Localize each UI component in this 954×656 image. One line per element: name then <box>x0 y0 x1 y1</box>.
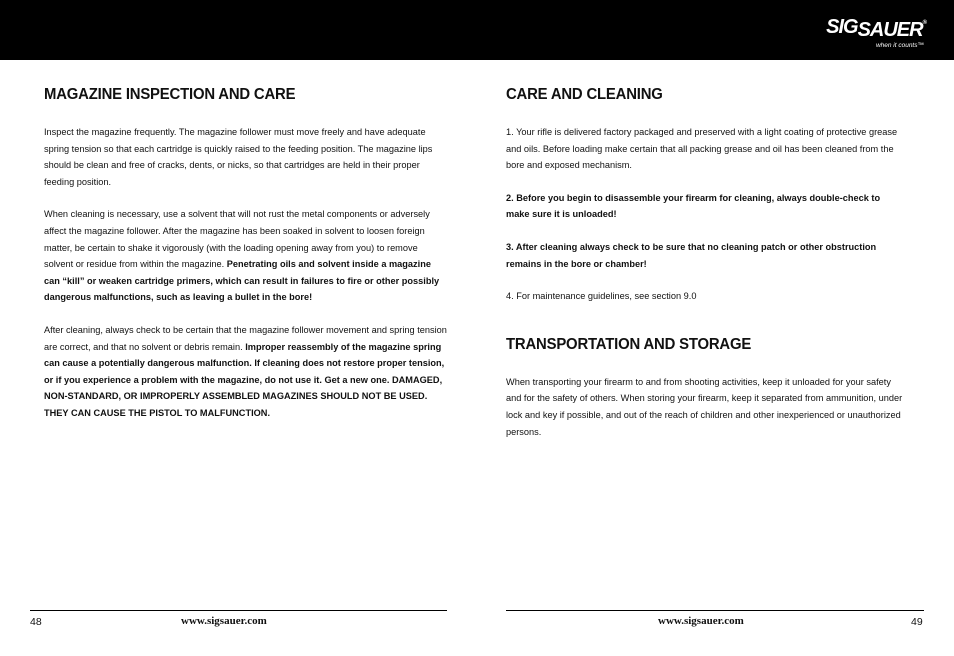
magazine-paragraph-1: Inspect the magazine frequently. The magazine follower must move freely and have adequate spring tension so that each cartridge is quickly raised to the feeding position. The magazine lips should be clean and free of cracks, dents, or nicks, so that cartridges are held in their proper feeding position. <box>44 127 433 188</box>
footer-divider-right <box>506 610 924 611</box>
left-page-content <box>44 86 448 439</box>
care-item-3 <box>506 240 905 273</box>
logo-sauer: SAUER <box>857 19 923 41</box>
logo-tagline: when it counts™ <box>875 42 924 49</box>
footer-divider-left <box>30 610 447 611</box>
website-url-left: www.sigsauer.com <box>181 615 267 627</box>
care-item-2 <box>506 191 905 224</box>
care-item-2-warning: 2. Before you begin to disassemble your firearm for cleaning, always double-check to make sure it is unloaded! <box>506 192 881 221</box>
page-number-right: 49 <box>911 616 923 628</box>
sig-sauer-logo <box>826 16 926 54</box>
magazine-paragraph-3 <box>44 323 447 423</box>
care-item-4: 4. For maintenance guidelines, see section 9.0 <box>506 291 697 303</box>
magazine-paragraph-3-warning: Improper reassembly of the magazine spring can cause a potentially dangerous malfunction. If cleaning does not restore proper tension, or if you experience a problem with the magazine, do not use it. Get a new one. DAMAGED, NON-STANDARD, OR IMPROPERLY ASSEMBLED MAGAZINES SHOULD NOT BE USED. THEY CAN CAUSE THE PISTOL TO MALFUNCTION. <box>44 341 445 419</box>
transport-paragraph: When transporting your firearm to and from shooting activities, keep it unloaded for your safety and for the safety of others. When storing your firearm, keep it separated from ammunition, under lock and key if possible, and out of the reach of children and other inexperienced or unauthorized persons. <box>506 376 903 438</box>
header-bar <box>0 0 954 60</box>
care-item-1: 1. Your rifle is delivered factory packaged and preserved with a light coating of protective grease and oils. Before loading make certain that all packing grease and oil has been cleaned from the bore and exposed mechanism. <box>506 127 898 172</box>
logo-wordmark <box>826 16 926 41</box>
logo-registered-mark: ® <box>922 20 926 26</box>
care-item-3-warning: 3. After cleaning always check to be sure that no cleaning patch or other obstruction remains in the bore or chamber! <box>506 241 877 270</box>
magazine-inspection-heading: MAGAZINE INSPECTION AND CARE <box>44 86 296 103</box>
transport-storage-heading: TRANSPORTATION AND STORAGE <box>506 335 752 353</box>
magazine-paragraph-3-text: After cleaning, always check to be certain that the magazine follower movement and spring tension are correct, and that no solvent or debris remain. <box>44 324 447 353</box>
magazine-paragraph-2-text: When cleaning is necessary, use a solvent that will not rust the metal components or adversely affect the magazine follower. After the magazine has been soaked in solvent to loosen foreign matter, be certain to shake it vigorously (with the loading opening away from you) to remove solvent or residue from within the magazine. <box>44 209 430 271</box>
logo-sig: SIG <box>826 16 858 38</box>
right-page-content <box>506 86 906 457</box>
care-cleaning-heading: CARE AND CLEANING <box>506 86 663 103</box>
website-url-right: www.sigsauer.com <box>658 615 744 627</box>
magazine-paragraph-2 <box>44 207 447 307</box>
magazine-paragraph-2-warning: Penetrating oils and solvent inside a magazine can “kill” or weaken cartridge primers, which can result in failures to fire or other possibly dangerous malfunctions, such as leaving a bullet in the bore! <box>44 259 440 304</box>
page-number-left: 48 <box>30 616 42 628</box>
